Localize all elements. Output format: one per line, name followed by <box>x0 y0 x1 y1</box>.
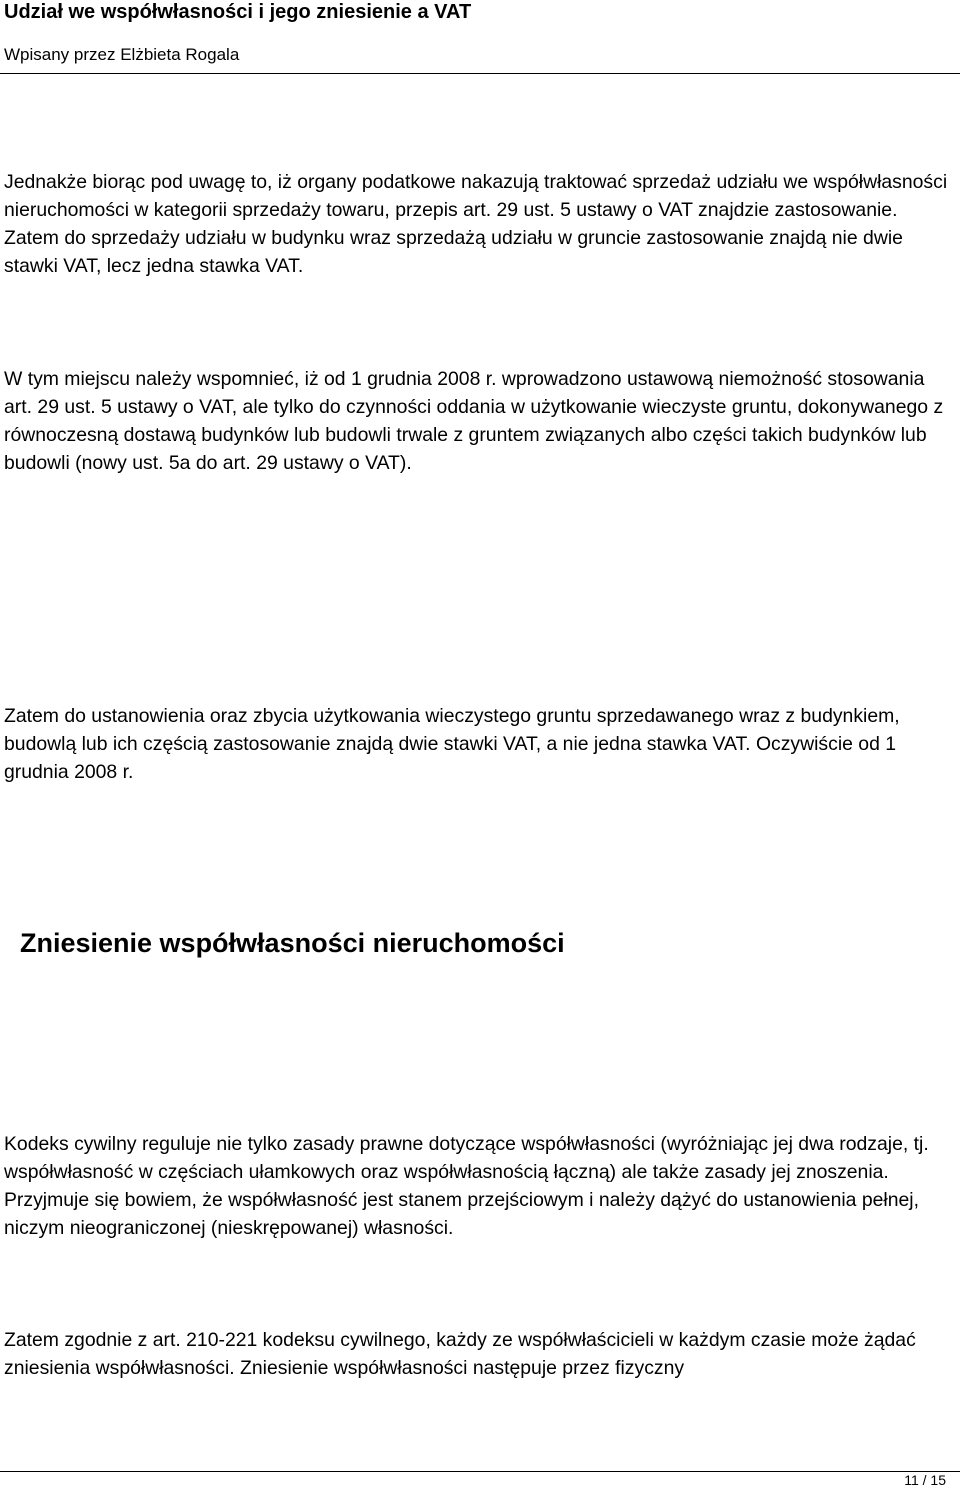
paragraph-4: Kodeks cywilny reguluje nie tylko zasady prawne dotyczące współwłasności (wyróżniając jej dwa rodzaje, tj. współwłasność w częściach ułamkowych oraz współwłasnością łączną) ale także zasady jej znoszenia. Przyjmuje się bowiem, że współwłasność jest stanem przejściowym i należy dążyć do ustanowienia pełnej, niczym nieograniczonej (nieskrępowanej) własności. <box>4 1133 929 1239</box>
paragraph-1: Jednakże biorąc pod uwagę to, iż organy podatkowe nakazują traktować sprzedaż udziału we współwłasności nieruchomości w kategorii sprzedaży towaru, przepis art. 29 ust. 5 ustawy o VAT znajdzie zastosowanie. Zatem do sprzedaży udziału w budynku wraz sprzedażą udziału w gruncie zastosowanie znajdą nie dwie stawki VAT, lecz jedna stawka VAT. <box>4 171 948 277</box>
author-line: Wpisany przez Elżbieta Rogala <box>4 45 240 64</box>
page-number: 11 / 15 <box>904 1472 946 1488</box>
paragraph-3: Zatem do ustanowienia oraz zbycia użytkowania wieczystego gruntu sprzedawanego wraz z budynkiem, budowlą lub ich częścią zastosowanie znajdą dwie stawki VAT, a nie jedna stawka VAT. Oczywiście od 1 grudnia 2008 r. <box>4 705 900 783</box>
paragraph-5: Zatem zgodnie z art. 210-221 kodeksu cywilnego, każdy ze współwłaścicieli w każdym czasie może żądać zniesienia współwłasności. Zniesienie współwłasności następuje przez fizyczny <box>4 1329 916 1379</box>
footer-divider <box>0 1471 960 1472</box>
header-divider <box>0 73 960 74</box>
document-title: Udział we współwłasności i jego zniesienie a VAT <box>4 1 472 23</box>
section-heading: Zniesienie współwłasności nieruchomości <box>20 928 565 958</box>
paragraph-2: W tym miejscu należy wspomnieć, iż od 1 grudnia 2008 r. wprowadzono ustawową niemożność stosowania art. 29 ust. 5 ustawy o VAT, ale tylko do czynności oddania w użytkowanie wieczyste gruntu, dokonywanego z równoczesną dostawą budynków lub budowli trwale z gruntem związanych albo części takich budynków lub budowli (nowy ust. 5a do art. 29 ustawy o VAT). <box>4 368 944 474</box>
